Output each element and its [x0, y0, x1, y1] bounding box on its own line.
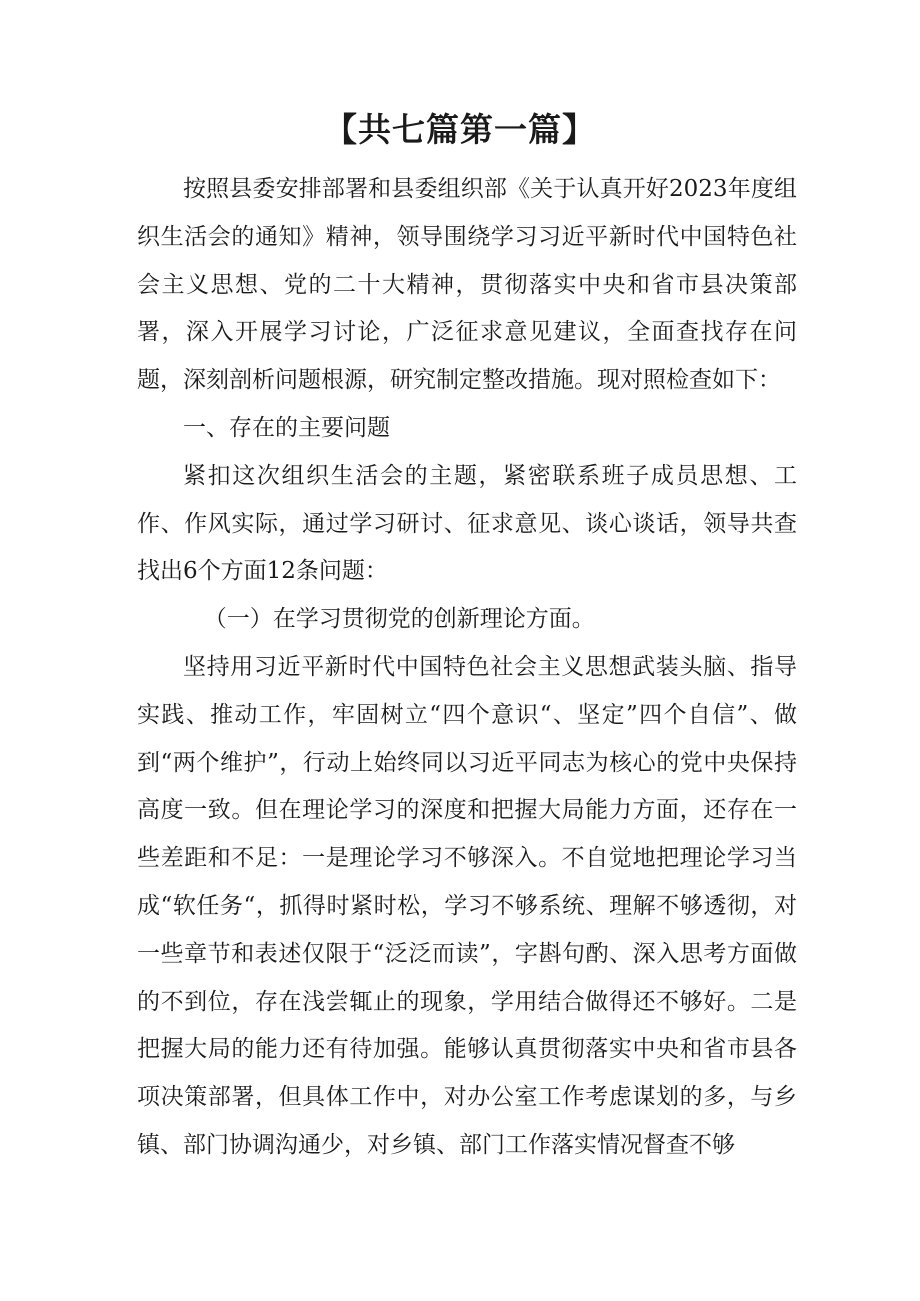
- paragraph-summary: 紧扣这次组织生活会的主题，紧密联系班子成员思想、工作、作风实际，通过学习研讨、征求意见、谈心谈话，领导共查找出6个方面12条问题：: [137, 462, 797, 585]
- paragraph-intro: 按照县委安排部署和县委组织部《关于认真开好2023年度组织生活会的通知》精神，领导围绕学习习近平新时代中国特色社会主义思想、党的二十大精神，贯彻落实中央和省市县决策部署，深入开展学习讨论，广泛征求意见建议，全面查找存在问题，深刻剖析问题根源，研究制定整改措施。现对照检查如下：: [137, 176, 797, 394]
- document-body: [137, 166, 797, 1170]
- subsection-heading: （一）在学习贯彻党的创新理论方面。: [203, 606, 595, 633]
- section-heading: 一、存在的主要问题: [183, 414, 390, 441]
- document-title: 【共七篇第一篇】: [324, 110, 596, 149]
- paragraph-detail: 坚持用习近平新时代中国特色社会主义思想武装头脑、指导实践、推动工作，牢固树立“四个意识“、坚定”四个自信”、做到“两个维护”，行动上始终同以习近平同志为核心的党中央保持高度一致。但在理论学习的深度和把握大局能力方面，还存在一些差距和不足：一是理论学习不够深入。不自觉地把理论学习当成“软任务“，抓得时紧时松，学习不够系统、理解不够透彻，对一些章节和表述仅限于“泛泛而读”，字斟句酌、深入思考方面做的不到位，存在浅尝辄止的现象，学用结合做得还不够好。二是把握大局的能力还有待加强。能够认真贯彻落实中央和省市县各项决策部署，但具体工作中，对办公室工作考虑谋划的多，与乡镇、部门协调沟通少，对乡镇、部门工作落实情况督查不够: [137, 653, 797, 1158]
